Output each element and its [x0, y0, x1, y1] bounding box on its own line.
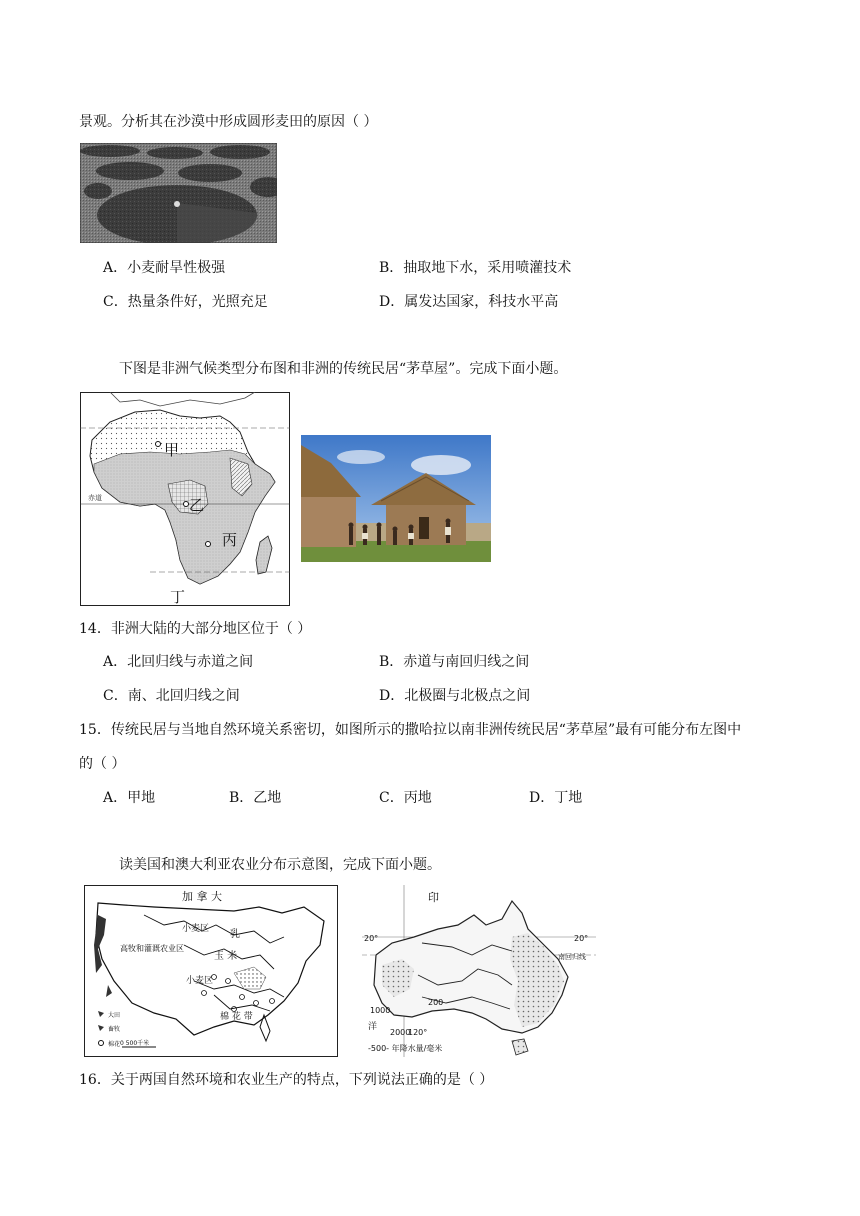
aus-label-2000: 2000: [390, 1028, 411, 1037]
usa-scale: 0 500千米: [120, 1040, 150, 1047]
usa-label-dairy: 乳: [230, 929, 240, 940]
usa-agriculture-map: [84, 885, 338, 1057]
q14-stem: 14．非洲大陆的大部分地区位于（ ）: [79, 621, 312, 637]
q13-option-a[interactable]: A．小麦耐旱性极强: [103, 260, 226, 276]
circular-wheat-field-photo: [80, 143, 277, 243]
q14-option-b[interactable]: B．赤道与南回归线之间: [379, 654, 530, 670]
aus-label-tropic: 南回归线: [558, 953, 586, 961]
australia-precipitation-map: [362, 885, 596, 1057]
q13-stem-tail: 景观。分析其在沙漠中形成圆形麦田的原因（ ）: [79, 114, 378, 130]
q14-option-d[interactable]: D．北极圈与北极点之间: [379, 688, 531, 704]
q13-option-c[interactable]: C．热量条件好，光照充足: [103, 294, 268, 310]
usa-legend-1: 大田: [108, 1012, 121, 1019]
usa-label-cotton: 棉 花 带: [220, 1012, 253, 1022]
q13-option-b[interactable]: B．抽取地下水，采用喷灌技术: [379, 260, 572, 276]
usa-label-wheat-north: 小麦区: [182, 924, 210, 934]
q15-option-b[interactable]: B．乙地: [229, 790, 282, 806]
africa-climate-map: [80, 392, 290, 606]
q14-option-c[interactable]: C．南、北回归线之间: [103, 688, 240, 704]
thatched-hut-photo: [301, 435, 491, 562]
q15-option-c[interactable]: C．丙地: [379, 790, 432, 806]
q15-stem-line1: 15．传统民居与当地自然环境关系密切，如图所示的撒哈拉以南非洲传统民居“茅草屋”最有可能分布左图中: [79, 722, 742, 738]
q15-stem-line2: 的（ ）: [79, 756, 126, 772]
site-ding-label: 丁: [170, 588, 186, 606]
aus-legend: -500- 年降水量/毫米: [368, 1044, 443, 1053]
usa-label-canada: 加 拿 大: [182, 890, 222, 903]
q14-option-a[interactable]: A．北回归线与赤道之间: [103, 654, 254, 670]
africa-intro: 下图是非洲气候类型分布图和非洲的传统民居“茅草屋”。完成下面小题。: [119, 361, 568, 377]
usa-label-ranching: 高牧和灌溉农业区: [120, 944, 184, 953]
aus-label-lat20-right: 20°: [574, 934, 589, 943]
aus-label-ocean-bottom: 洋: [368, 1022, 378, 1032]
usa-label-wheat-south: 小麦区: [186, 976, 214, 986]
aus-label-ocean-top: 印: [428, 891, 439, 904]
usa-legend-3: 棉花: [108, 1041, 121, 1048]
aus-label-lat20-left: 20°: [364, 934, 379, 943]
site-jia-label: 甲: [164, 441, 180, 459]
equator-label: 赤道: [88, 494, 102, 502]
aus-label-1000: 1000: [370, 1006, 391, 1015]
site-yi-label: 乙: [189, 496, 205, 514]
usa-australia-intro: 读美国和澳大利亚农业分布示意图，完成下面小题。: [119, 857, 441, 873]
usa-label-corn: 玉 米: [214, 951, 238, 962]
aus-label-lon120: 120°: [408, 1028, 428, 1037]
site-bing-label: 丙: [222, 531, 238, 549]
q15-option-d[interactable]: D．丁地: [529, 790, 583, 806]
q15-option-a[interactable]: A．甲地: [103, 790, 156, 806]
q13-option-d[interactable]: D．属发达国家，科技水平高: [379, 294, 559, 310]
usa-legend-2: 畜牧: [108, 1026, 121, 1033]
q16-stem: 16．关于两国自然环境和农业生产的特点，下列说法正确的是（ ）: [79, 1072, 494, 1088]
aus-label-200: 200: [428, 998, 444, 1007]
